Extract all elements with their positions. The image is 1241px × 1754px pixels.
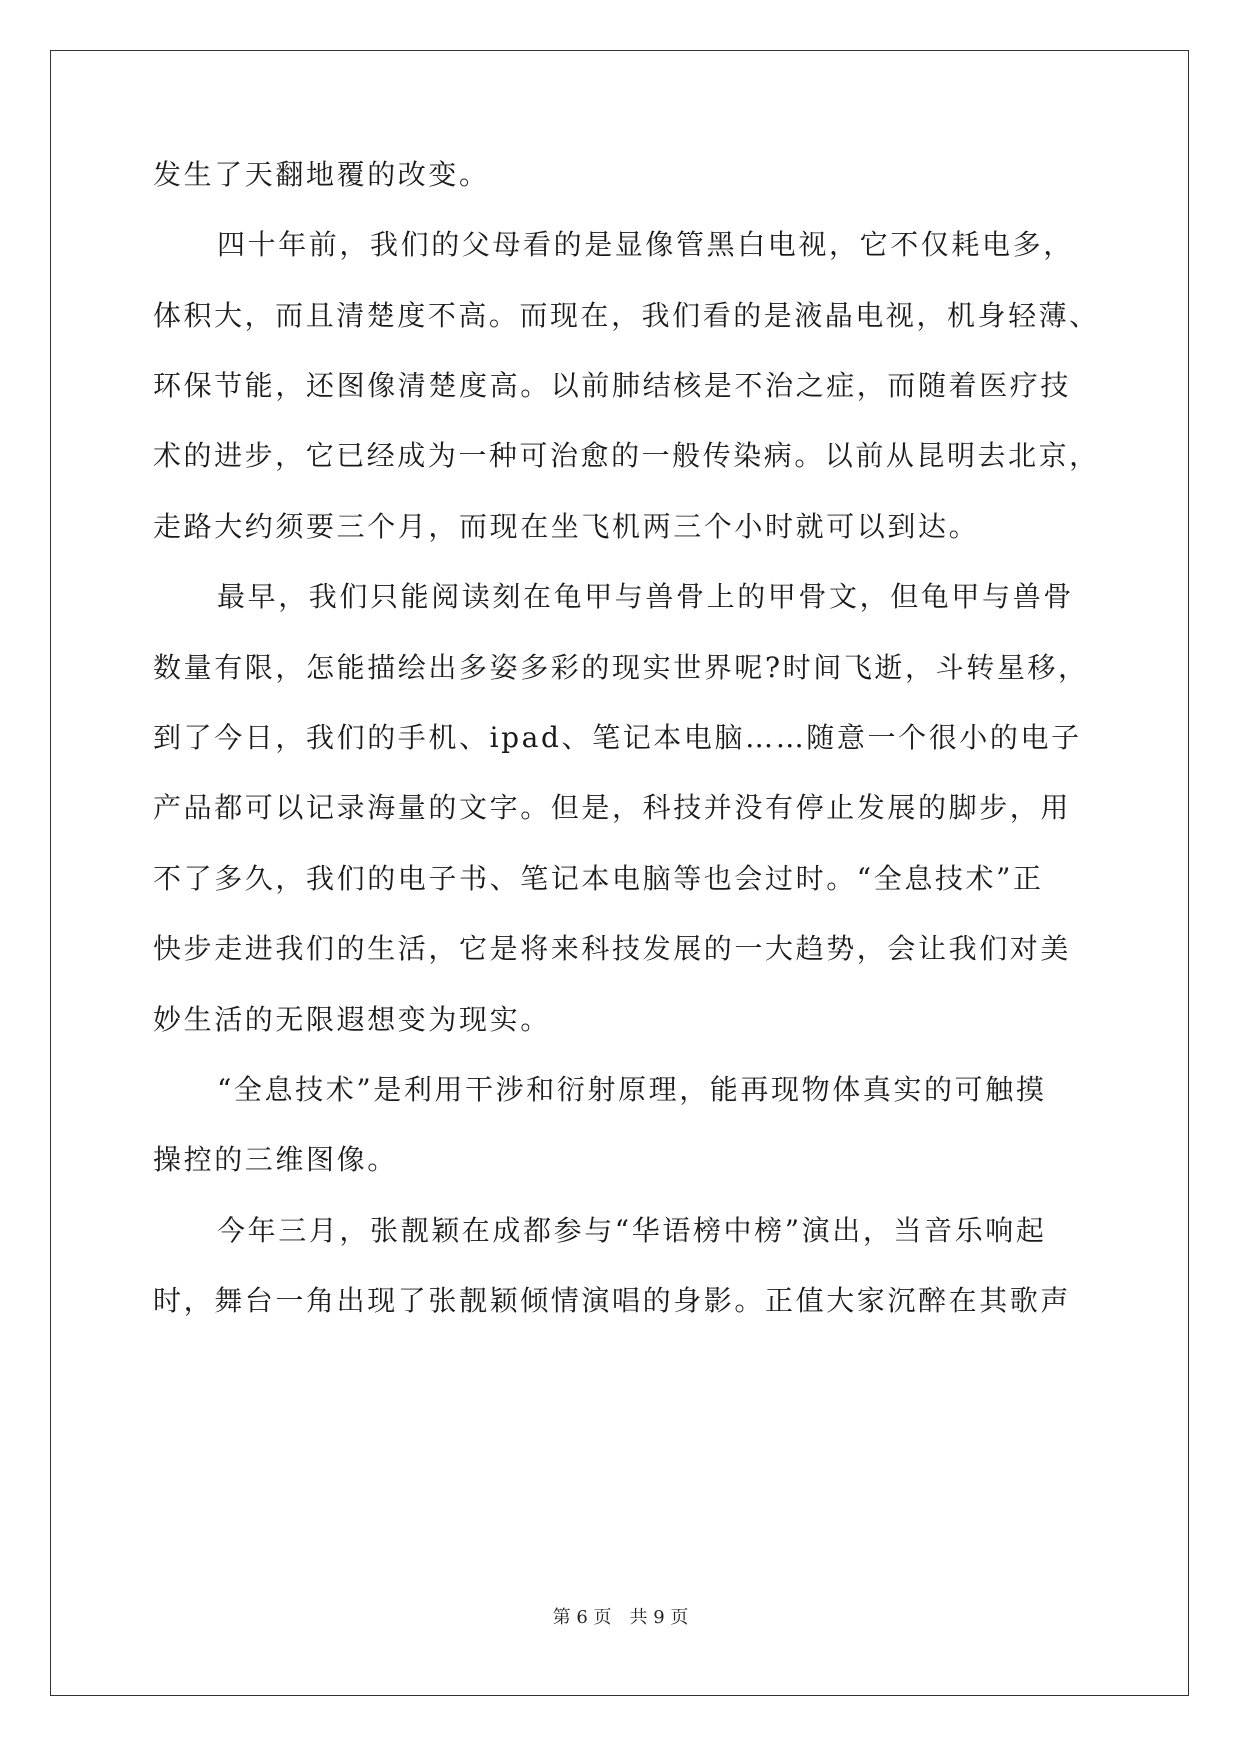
text-line: 环保节能，还图像清楚度高。以前肺结核是不治之症，而随着医疗技 — [153, 369, 1072, 402]
text-line: 产品都可以记录海量的文字。但是，科技并没有停止发展的脚步，用 — [153, 791, 1072, 824]
text-line: 今年三月，张靓颖在成都参与“华语榜中榜”演出，当音乐响起 — [217, 1214, 1047, 1247]
text-line: 到了今日，我们的手机、ipad、笔记本电脑……随意一个很小的电子 — [153, 721, 1082, 754]
text-line: 发生了天翻地覆的改变。 — [153, 158, 490, 191]
text-line: 四十年前，我们的父母看的是显像管黑白电视，它不仅耗电多， — [217, 228, 1074, 261]
page-footer — [0, 1606, 1241, 1630]
page-total: 共 9 页 — [629, 1607, 689, 1628]
text-line: 数量有限，怎能描绘出多姿多彩的现实世界呢?时间飞逝，斗转星移， — [153, 651, 1089, 684]
text-line: 妙生活的无限遐想变为现实。 — [153, 1003, 551, 1036]
text-line: 时，舞台一角出现了张靓颖倾情演唱的身影。正值大家沉醉在其歌声 — [153, 1284, 1072, 1317]
page-number: 第 6 页 — [552, 1607, 612, 1628]
text-line: 快步走进我们的生活，它是将来科技发展的一大趋势，会让我们对美 — [153, 932, 1072, 965]
text-line: 最早，我们只能阅读刻在龟甲与兽骨上的甲骨文，但龟甲与兽骨 — [217, 580, 1074, 613]
text-line: 不了多久，我们的电子书、笔记本电脑等也会过时。“全息技术”正 — [153, 862, 1044, 895]
text-line: 走路大约须要三个月，而现在坐飞机两三个小时就可以到达。 — [153, 510, 980, 543]
text-line: “全息技术”是利用干涉和衍射原理，能再现物体真实的可触摸 — [217, 1073, 1047, 1106]
text-line: 操控的三维图像。 — [153, 1143, 398, 1176]
text-line: 术的进步，它已经成为一种可治愈的一般传染病。以前从昆明去北京， — [153, 439, 1100, 472]
text-line: 体积大，而且清楚度不高。而现在，我们看的是液晶电视，机身轻薄、 — [153, 299, 1100, 332]
